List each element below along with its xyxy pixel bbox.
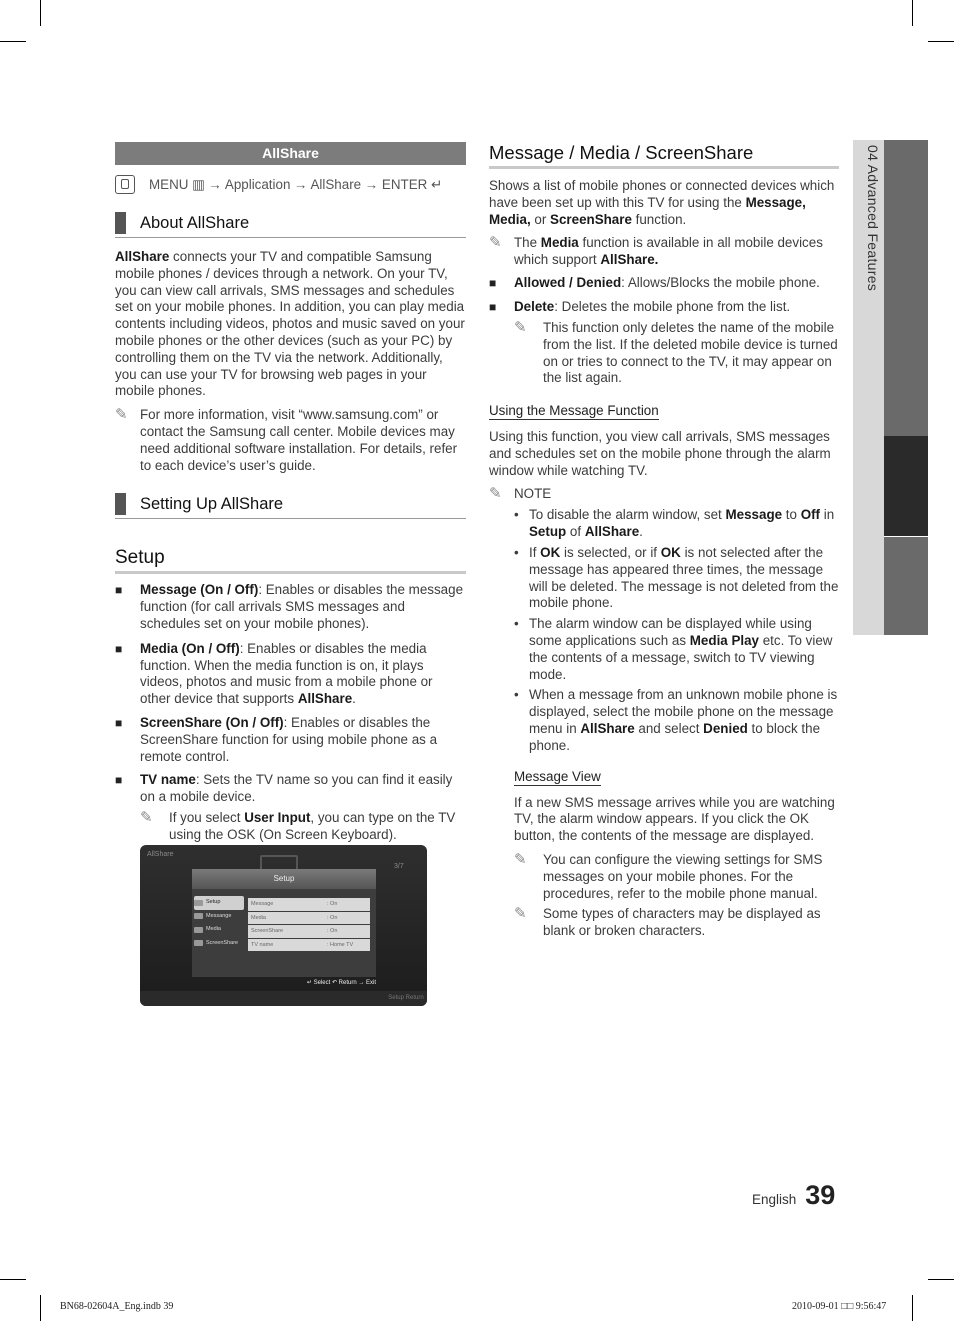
menu-path-text: MENU ▥ → Application → AllShare → ENTER ↵ [149, 176, 443, 192]
about-heading-text: About AllShare [140, 213, 250, 232]
note-bold: OK [540, 544, 561, 560]
item-text: : Deletes the mobile phone from the list. [554, 298, 791, 314]
note-text: etc. To view the contents of a message, switch to TV viewing mode. [529, 632, 833, 682]
intro-bold: Message, Media, [489, 194, 806, 227]
page-number: 39 [805, 1180, 836, 1210]
note-text: and select [634, 720, 704, 736]
tv-page-indicator: 3/7 [394, 863, 404, 870]
dot-bullet-icon: • [514, 507, 519, 523]
square-bullet-icon: ■ [489, 299, 497, 314]
note-text: , you can type on the TV using the OSK (On Screen Keyboard). [169, 809, 456, 842]
note-bold: Setup [529, 524, 567, 540]
heading-bar-icon [115, 493, 126, 515]
item-text: : Enables or disables the ScreenShare function for using mobile phone as a remote control. [140, 714, 438, 764]
allowed-denied-item [489, 275, 839, 292]
note-item [514, 616, 839, 683]
item-bold: AllShare [297, 691, 353, 707]
note-item [514, 687, 839, 754]
media-note [489, 235, 839, 269]
right-column [489, 142, 839, 940]
about-note-text: For more information, visit “www.samsung.com” or contact the Samsung call center. Mobile devices may need additional software installation. For details, refer to each device’s user’s guide. [140, 407, 458, 473]
heading-bar-icon [115, 212, 126, 234]
note-text: is not selected after the message has appeared three times, the message will be deleted. The message is not deleted from the mobile phone. [529, 544, 839, 611]
item-bold: Delete [514, 298, 555, 314]
note-bold: Message [725, 507, 783, 523]
pencil-note-icon: ✎ [514, 850, 527, 868]
note-text: in [820, 507, 835, 523]
allshare-banner: AllShare [115, 142, 466, 165]
note-bold: AllShare [580, 720, 635, 736]
note-bold: OK [660, 544, 681, 560]
square-bullet-icon: ■ [115, 773, 123, 788]
tv-menu-label: Setup [206, 899, 221, 905]
tv-menu-label: Media [206, 926, 221, 932]
note-item [514, 507, 839, 541]
note-text: This function only deletes the name of the mobile from the list. If the deleted mobile device is turned on or tries to connect to the TV, it may appear on the list again. [543, 319, 838, 386]
tv-setup-panel [192, 869, 376, 977]
delete-note [489, 320, 839, 387]
note-text: If [529, 544, 541, 560]
tv-option-row[interactable] [248, 912, 370, 925]
note-text: Some types of characters may be displayed as blank or broken characters. [543, 906, 821, 939]
setup-heading: Setup [115, 547, 466, 574]
note-text: The alarm window can be displayed while using some applications such as [529, 616, 812, 648]
square-bullet-icon: ■ [115, 641, 123, 656]
tv-option-key: Message [251, 901, 274, 907]
tv-bottom-text: Setup Return [388, 995, 424, 1001]
crop-mark [40, 0, 41, 26]
tv-menu-label: ScreenShare [206, 939, 239, 946]
tv-panel-title: Setup [192, 869, 376, 889]
tv-menu-label: Messange [206, 912, 232, 919]
pencil-note-icon: ✎ [514, 905, 527, 923]
note-bold: Media Play [689, 632, 759, 648]
tv-menu-item-media[interactable] [194, 923, 244, 937]
item-text: : Allows/Blocks the mobile phone. [621, 274, 820, 290]
item-bold: Media (On / Off) [140, 640, 240, 656]
tv-option-value: : On [327, 928, 338, 934]
note-item [514, 545, 839, 612]
tvname-note [115, 810, 466, 844]
note-text: function is available in all mobile devices which support [514, 235, 823, 268]
note-bold: AllShare. [600, 252, 659, 268]
tv-menu-item-setup[interactable] [194, 896, 244, 910]
crop-mark [0, 1279, 26, 1280]
pencil-note-icon: ✎ [140, 808, 153, 826]
about-bold: AllShare [115, 249, 170, 264]
tv-option-value: : Home TV [327, 941, 354, 948]
intro-paragraph [489, 178, 839, 228]
using-message-heading: Using the Message Function [489, 403, 659, 419]
dot-bullet-icon: • [514, 544, 519, 560]
note-bold: Media [540, 235, 579, 251]
tv-options-list [248, 898, 370, 952]
note-text: to [782, 507, 801, 523]
square-bullet-icon: ■ [115, 583, 123, 598]
tab-dark-strip [884, 537, 928, 635]
left-column [115, 142, 466, 844]
tv-menu-item-screenshare[interactable] [194, 937, 244, 951]
item-text: : Enables or disables the media function. When the media function is on, it plays videos, photos and music from a mobile phone or other device that supports [140, 640, 433, 707]
item-text: : Enables or disables the message function (for call arrivals SMS messages and schedules set on your mobile phones). [140, 582, 464, 631]
tv-option-key: ScreenShare [251, 928, 284, 934]
square-bullet-icon: ■ [115, 715, 123, 730]
message-media-heading: Message / Media / ScreenShare [489, 142, 839, 169]
tv-menu-item-message[interactable] [194, 910, 244, 924]
dot-bullet-icon: • [514, 616, 519, 632]
using-message-heading-wrap [489, 402, 839, 420]
about-paragraph [115, 249, 466, 400]
message-view-paragraph: If a new SMS message arrives while you are watching TV, the alarm window appears. If you click the OK button, the contents of the message are displayed. [514, 794, 835, 844]
menu-hand-icon [115, 175, 135, 194]
crop-mark [928, 41, 954, 42]
setting-heading-text: Setting Up AllShare [140, 494, 284, 513]
view-note [514, 852, 839, 902]
message-view-heading: Message View [514, 768, 601, 784]
intro-text: or [530, 211, 551, 227]
crop-mark [912, 0, 913, 26]
note-text: To disable the alarm window, set [529, 507, 726, 523]
pencil-note-icon: ✎ [489, 234, 502, 252]
tab-dark-strip [884, 140, 928, 436]
note-text: is selected, or if [560, 544, 661, 560]
square-bullet-icon: ■ [489, 275, 497, 290]
intro-text: function. [631, 211, 687, 227]
language-label: English [752, 1192, 797, 1207]
note-text: of [566, 524, 585, 540]
tv-option-key: Media [251, 914, 266, 921]
media-icon [194, 927, 203, 933]
tv-bottom-bar [140, 991, 427, 1006]
message-icon [194, 913, 203, 919]
delete-item [489, 299, 839, 316]
tab-active-strip [884, 436, 928, 536]
about-note [115, 407, 466, 474]
pencil-note-icon: ✎ [115, 406, 128, 424]
crop-mark [40, 1295, 41, 1321]
tv-menu-list [194, 896, 244, 950]
pencil-note-icon: ✎ [489, 484, 502, 502]
using-paragraph: Using this function, you view call arrivals, SMS messages and schedules set on the mobile phone through the alarm window while watching TV. [489, 429, 831, 478]
intro-bold: ScreenShare [550, 211, 632, 227]
about-allshare-heading [115, 212, 466, 238]
pencil-note-icon: ✎ [514, 318, 527, 336]
tv-setup-screenshot [140, 845, 427, 1006]
gear-icon [194, 900, 203, 906]
about-text: connects your TV and compatible Samsung mobile phones / devices through a network. On your TV, you can view call arrivals, SMS messages and schedules set on your mobile phones. In addition, you can play media contents including videos, photos and music saved on your mobile phones or the other devices (such as your PC) by controlling them on the TV via the network. Additionally, you can use your TV for browsing web pages in your mobile phones. [115, 249, 465, 399]
screen-icon [194, 940, 203, 946]
item-bold: TV name [140, 772, 196, 788]
crop-mark [912, 1295, 913, 1321]
page-number-block [752, 1180, 835, 1211]
note-label: NOTE [514, 485, 552, 501]
print-date: 2010-09-01 □□ 9:56:47 [792, 1301, 887, 1312]
note-bold: Off [800, 507, 821, 523]
note-bold: User Input [244, 809, 311, 825]
setup-item-media [115, 641, 466, 708]
note-text: If you select [169, 809, 245, 825]
note-text: The [514, 235, 541, 251]
setup-item-tvname [115, 772, 466, 806]
item-bold: ScreenShare (On / Off) [140, 714, 284, 730]
tv-corner-label: AllShare [147, 851, 174, 858]
note-text: to block the phone. [529, 720, 821, 753]
chapter-label: 04 Advanced Features [865, 145, 881, 292]
item-text: . [352, 691, 356, 707]
dot-bullet-icon: • [514, 687, 519, 703]
message-view-heading-wrap [514, 768, 839, 786]
setup-item-screenshare [115, 715, 466, 765]
tv-option-key: TV name [251, 941, 274, 948]
note-bold: Denied [703, 720, 748, 736]
file-info: BN68-02604A_Eng.indb 39 [60, 1301, 174, 1312]
crop-mark [0, 41, 26, 42]
tv-option-value: : On [327, 901, 338, 907]
intro-text: Shows a list of mobile phones or connected devices which have been set up with this TV for using the [489, 178, 835, 210]
setup-item-message [115, 582, 466, 632]
tv-option-row[interactable] [248, 925, 370, 938]
item-bold: Allowed / Denied [514, 274, 622, 290]
tv-option-row[interactable] [248, 939, 370, 952]
tv-option-value: : On [327, 914, 338, 921]
setting-up-heading [115, 493, 466, 519]
chapter-side-tab [853, 140, 928, 635]
item-bold: Message (On / Off) [140, 582, 259, 598]
tv-option-row[interactable] [248, 898, 370, 911]
item-text: : Sets the TV name so you can find it easily on a mobile device. [140, 772, 453, 805]
note-text: When a message from an unknown mobile phone is displayed, select the mobile phone on the message menu in [529, 687, 838, 736]
note-text: . [639, 524, 643, 540]
crop-mark [928, 1279, 954, 1280]
tv-panel-footer: ↵ Select ↶ Return → Exit [306, 980, 376, 986]
view-note [514, 906, 839, 940]
note-bold: AllShare [584, 524, 640, 540]
menu-path [115, 175, 466, 194]
note-label-row [489, 486, 839, 503]
note-list [489, 507, 839, 940]
note-text: You can configure the viewing settings for SMS messages on your mobile phones. For the procedures, refer to the mobile phone manual. [543, 851, 823, 901]
